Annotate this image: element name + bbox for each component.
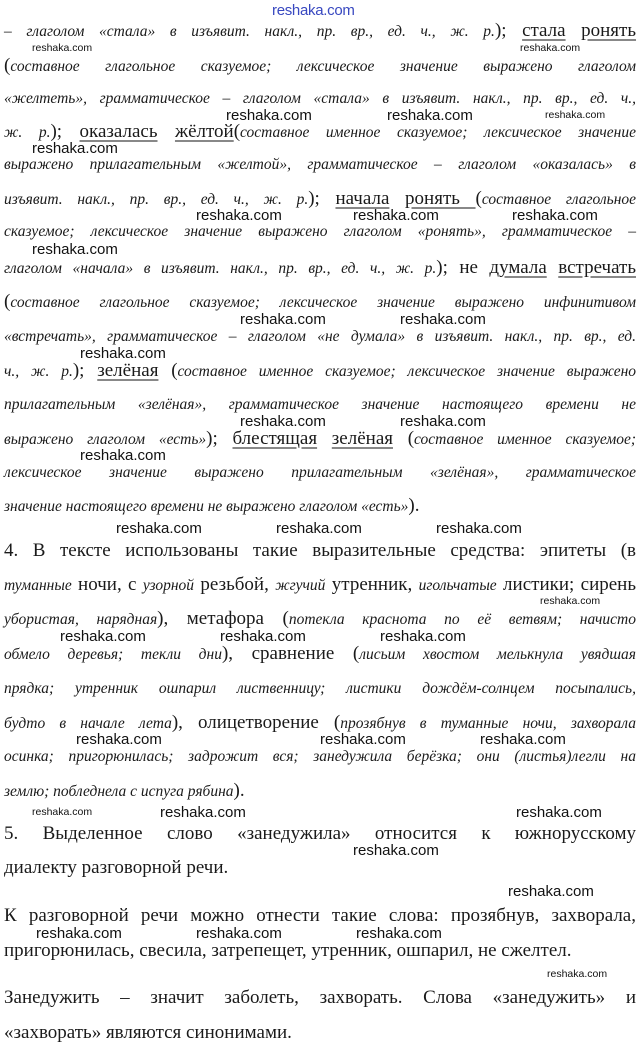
- watermark: reshaka.com: [240, 311, 326, 328]
- watermark: reshaka.com: [80, 345, 166, 362]
- watermark: reshaka.com: [32, 241, 118, 258]
- watermark: reshaka.com: [540, 595, 601, 607]
- italic-commentary: составное именное сказуемое; лексическое значение выражено: [177, 363, 637, 380]
- text-segment: резьбой,: [194, 574, 276, 595]
- text-segment: К разговорной речи можно отнести такие слова: прозябнув, захворала,: [4, 905, 636, 926]
- italic-commentary: – глаголом «стала» в изъявит. накл., пр. вр., ед. ч., ж. р.: [4, 23, 495, 40]
- underlined-predicate: зелёная: [331, 428, 393, 449]
- italic-commentary: лисьим хвостом мелькнула увядшая: [359, 646, 636, 663]
- text-line: [4, 495, 636, 517]
- text-segment: [547, 257, 558, 278]
- underlined-predicate: блестящая: [232, 428, 318, 449]
- text-line: [4, 20, 636, 42]
- watermark: reshaka.com: [520, 42, 581, 54]
- text-segment: (: [4, 55, 11, 76]
- text-line: [4, 574, 636, 596]
- text-segment: (: [475, 188, 482, 209]
- underlined-predicate: зелёная: [97, 360, 159, 381]
- italic-commentary: составное глагольное сказуемое; лексическое значение выражено инфинитивом: [10, 294, 637, 311]
- text-segment: ).: [408, 495, 420, 516]
- text-segment: диалекту разговорной речи.: [4, 857, 229, 878]
- italic-commentary: жгучий: [275, 577, 326, 594]
- text-segment: (: [4, 291, 11, 312]
- italic-commentary: составное глагольное: [481, 191, 637, 208]
- text-segment: утренник,: [325, 574, 419, 595]
- text-line: [4, 905, 636, 927]
- text-segment: [158, 121, 175, 142]
- watermark: reshaka.com: [226, 107, 312, 124]
- text-line: [4, 780, 636, 802]
- watermark: reshaka.com: [80, 447, 166, 464]
- underlined-predicate: оказалась: [79, 121, 158, 142]
- italic-commentary: значение настоящего времени не выражено глаголом «есть»: [4, 498, 409, 515]
- text-segment: «захворать» являются синонимами.: [4, 1022, 292, 1043]
- italic-commentary: обмело деревья; текли дни: [4, 646, 222, 663]
- text-line: [4, 360, 636, 382]
- text-segment: ), метафора (: [157, 608, 289, 629]
- text-segment: );: [206, 428, 233, 449]
- watermark: reshaka.com: [76, 731, 162, 748]
- italic-commentary: прилагательным «зелёная», грамматическое значение настоящего времени не: [4, 396, 636, 413]
- text-segment: Занедужить – значит заболеть, захворать. Слова «занедужить» и: [4, 987, 636, 1008]
- watermark: reshaka.com: [545, 109, 606, 121]
- italic-commentary: выражено прилагательным «желтой», грамматическое – глаголом «оказалась» в: [4, 156, 636, 173]
- text-segment: );: [72, 360, 98, 381]
- italic-commentary: будто в начале лета: [4, 715, 172, 732]
- text-line: [4, 608, 636, 630]
- text-segment: ночи, с: [71, 574, 143, 595]
- watermark: reshaka.com: [356, 925, 442, 942]
- watermark: reshaka.com: [196, 207, 282, 224]
- underlined-predicate: ронять: [581, 20, 637, 41]
- text-segment: 4. В тексте использованы такие выразительные средства: эпитеты (в: [4, 540, 636, 561]
- text-segment: 5. Выделенное слово «занедужила» относится к южнорусскому: [4, 823, 636, 844]
- italic-commentary: изъявит. накл., пр. вр., ед. ч., ж. р.: [4, 191, 309, 208]
- underlined-predicate: встречать: [558, 257, 636, 278]
- text-line: [4, 540, 636, 562]
- text-line: [4, 823, 636, 845]
- watermark: reshaka.com: [512, 207, 598, 224]
- watermark: reshaka.com: [387, 107, 473, 124]
- text-segment: [389, 188, 405, 209]
- italic-commentary: туманные: [4, 577, 72, 594]
- text-segment: );: [50, 121, 80, 142]
- italic-commentary: узорной: [142, 577, 195, 594]
- text-segment: (: [158, 360, 178, 381]
- watermark: reshaka.com: [400, 413, 486, 430]
- text-segment: пригорюнилась, свесила, затрепещет, утренник, ошпарил, не сжелтел.: [4, 940, 572, 961]
- watermark: reshaka.com: [36, 925, 122, 942]
- underlined-predicate: думала: [489, 257, 547, 278]
- watermark: reshaka.com: [380, 628, 466, 645]
- italic-commentary: игольчатые: [418, 577, 497, 594]
- italic-commentary: прядка; утренник ошпарил лиственницу; листики дождём-солнцем посыпались,: [4, 680, 636, 697]
- watermark: reshaka.com: [480, 731, 566, 748]
- underlined-predicate: начала: [335, 188, 390, 209]
- italic-commentary: составное глагольное сказуемое; лексическое значение выражено глаголом: [10, 58, 636, 75]
- watermark: reshaka.com: [516, 804, 602, 821]
- watermark: reshaka.com: [220, 628, 306, 645]
- text-segment: );: [308, 188, 336, 209]
- italic-commentary: лексическое значение выражено прилагательным «зелёная», грамматическое: [4, 464, 636, 481]
- watermark: reshaka.com: [32, 806, 93, 818]
- text-line: [4, 643, 636, 665]
- text-line: [4, 55, 636, 77]
- underlined-predicate: ронять: [405, 188, 476, 209]
- watermark: reshaka.com: [353, 207, 439, 224]
- italic-commentary: убористая, нарядная: [4, 611, 158, 628]
- text-line: [4, 462, 636, 484]
- underlined-predicate: стала: [522, 20, 566, 41]
- watermark: reshaka.com: [240, 413, 326, 430]
- watermark: reshaka.com: [353, 842, 439, 859]
- text-line: [4, 1022, 636, 1044]
- watermark: reshaka.com: [320, 731, 406, 748]
- watermark: reshaka.com: [276, 520, 362, 537]
- text-segment: ); не: [436, 257, 490, 278]
- text-segment: ), сравнение (: [221, 643, 360, 664]
- italic-commentary: составное именное сказуемое;: [414, 431, 637, 448]
- text-line: [4, 987, 636, 1009]
- watermark: reshaka.com: [508, 883, 594, 900]
- italic-commentary: выражено глаголом «есть»: [4, 431, 207, 448]
- watermark: reshaka.com: [196, 925, 282, 942]
- text-line: [4, 940, 636, 962]
- italic-commentary: ж. р.: [4, 124, 51, 141]
- italic-commentary: прозябнув в туманные ночи, захворала: [340, 715, 636, 732]
- italic-commentary: осинка; пригорюнилась; задрожит вся; занедужила берёзка; они (листья)легли на: [4, 748, 636, 765]
- text-line: [4, 746, 636, 768]
- text-line: [4, 678, 636, 700]
- text-segment: [317, 428, 332, 449]
- text-segment: ).: [233, 780, 245, 801]
- watermark: reshaka.com: [60, 628, 146, 645]
- text-segment: (: [393, 428, 415, 449]
- text-line: [4, 857, 636, 879]
- italic-commentary: сказуемое; лексическое значение выражено глаголом «ронять», грамматическое –: [4, 223, 636, 240]
- watermark: reshaka.com: [116, 520, 202, 537]
- italic-commentary: ч., ж. р.: [4, 363, 73, 380]
- underlined-predicate: жёлтой: [174, 121, 234, 142]
- watermark: reshaka.com: [400, 311, 486, 328]
- text-segment: [566, 20, 582, 41]
- italic-commentary: «желтеть», грамматическое – глаголом «стала» в изъявит. накл., пр. вр., ед. ч.,: [4, 90, 636, 107]
- italic-commentary: составное именное сказуемое; лексическое значение: [240, 124, 637, 141]
- text-line: [4, 291, 636, 313]
- text-segment: ), олицетворение (: [171, 712, 341, 733]
- watermark: reshaka.com: [160, 804, 246, 821]
- text-line: [4, 221, 636, 243]
- watermark: reshaka.com: [272, 2, 355, 19]
- text-segment: );: [494, 20, 523, 41]
- italic-commentary: землю; побледнела с испуга рябина: [4, 783, 234, 800]
- text-segment: (: [233, 121, 241, 142]
- italic-commentary: потекла краснота по её ветвям; начисто: [288, 611, 636, 628]
- italic-commentary: глаголом «начала» в изъявит. накл., пр. вр., ед. ч., ж. р.: [4, 260, 437, 277]
- text-line: [4, 88, 636, 110]
- watermark: reshaka.com: [32, 42, 93, 54]
- text-line: [4, 257, 636, 279]
- text-line: [4, 154, 636, 176]
- watermark: reshaka.com: [436, 520, 522, 537]
- watermark: reshaka.com: [32, 140, 118, 157]
- text-segment: листики; сирень: [496, 574, 636, 595]
- watermark: reshaka.com: [547, 968, 608, 980]
- italic-commentary: «встречать», грамматическое – глаголом «не думала» в изъявит. накл., пр. вр., ед.: [4, 328, 637, 345]
